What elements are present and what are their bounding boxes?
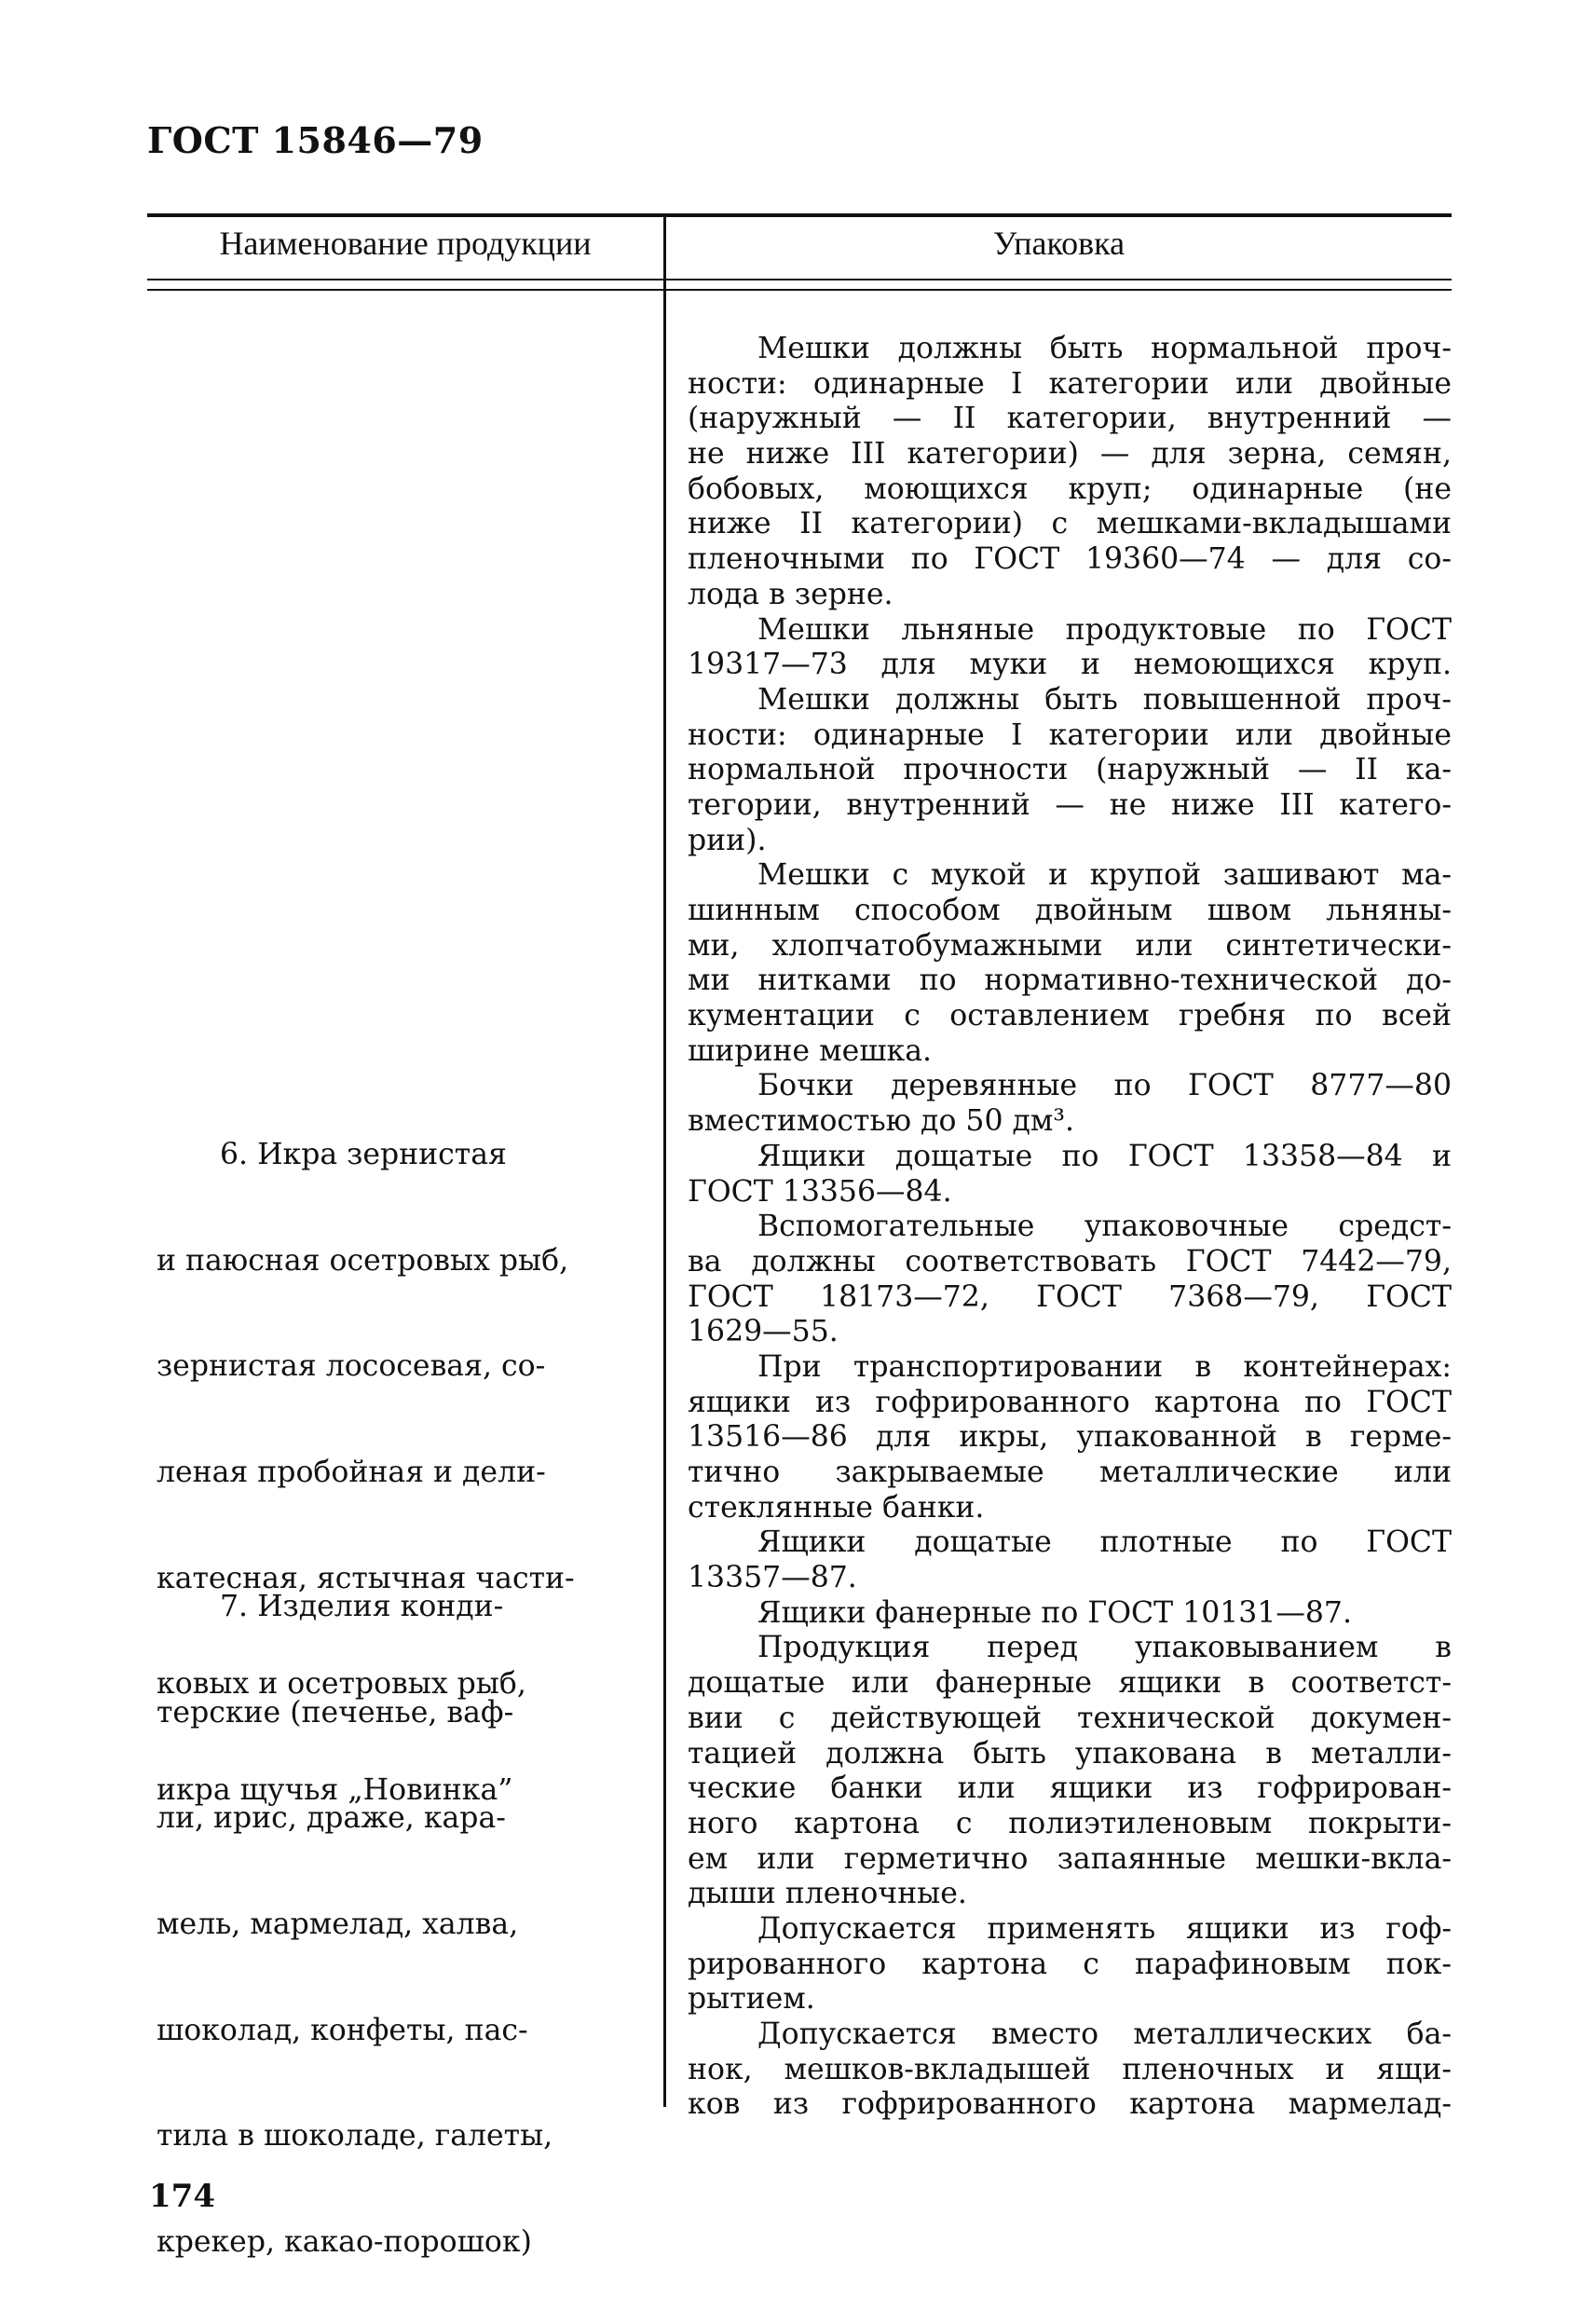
product-line: 6. Икра зернистая	[220, 1138, 507, 1171]
packaging-line: Бочки деревянные по ГОСТ 8777—80	[757, 1069, 1452, 1103]
packaging-line: рии).	[688, 823, 767, 857]
packaging-line: ности: одинарные I категории или двойные	[688, 366, 1452, 401]
packaging-line: тацией должна быть упакована в металли-	[688, 1736, 1452, 1771]
packaging-line: пленочными по ГОСТ 19360—74 — для со-	[688, 542, 1452, 577]
packaging-line: При транспортировании в контейнерах:	[757, 1349, 1452, 1384]
packaging-line: ков из гофрированного картона мармелад-	[688, 2087, 1452, 2122]
product-line: терские (печенье, ваф-	[157, 1695, 514, 1730]
product-line: 7. Изделия конди-	[220, 1590, 504, 1623]
packaging-line: ми нитками по нормативно-технической до-	[688, 964, 1452, 998]
header-bottom-rule-2	[147, 289, 1452, 291]
product-line: икра щучья „Новинка”	[157, 1773, 513, 1808]
packaging-line: рированного картона с парафиновым пок-	[688, 1947, 1452, 1981]
packaging-line: ности: одинарные I категории или двойные	[688, 718, 1452, 752]
packaging-line: ниже II категории) с мешками-вкладышами	[688, 507, 1452, 541]
packaging-line: рытием.	[688, 1982, 815, 2017]
document-code: ГОСТ 15846—79	[147, 119, 484, 161]
packaging-line: тегории, внутренний — не ниже III катего-	[688, 787, 1452, 822]
packaging-line: Мешки льняные продуктовые по ГОСТ	[757, 612, 1452, 647]
column-divider	[663, 215, 666, 2107]
header-bottom-rule-1	[147, 279, 1452, 280]
packaging-line: дощатые или фанерные ящики в соответст-	[688, 1666, 1452, 1701]
product-line: шоколад, конфеты, пас-	[157, 2013, 528, 2047]
product-line: и паюсная осетровых рыб,	[157, 1243, 569, 1278]
packaging-line: (наружный — II категории, внутренний —	[688, 402, 1452, 436]
page-number: 174	[149, 2178, 215, 2215]
column-header-packaging: Упаковка	[992, 225, 1125, 262]
packaging-line: нормальной прочности (наружный — II ка-	[688, 753, 1452, 787]
product-line: зернистая лососевая, со-	[157, 1349, 546, 1384]
packaging-line: 19317—73 для муки и немоющихся круп.	[688, 648, 1452, 682]
product-line: леная пробойная и дели-	[157, 1456, 546, 1490]
packaging-line: шинным способом двойным швом льняны-	[688, 894, 1452, 927]
packaging-line: Мешки должны быть нормальной проч-	[757, 332, 1452, 365]
packaging-line: тично закрываемые металлические или	[688, 1456, 1452, 1489]
product-line: мель, мармелад, халва,	[157, 1908, 519, 1942]
packaging-line: ящики из гофрированного картона по ГОСТ	[688, 1385, 1452, 1419]
packaging-line: Допускается применять ящики из гоф-	[757, 1911, 1452, 1946]
packaging-line: Продукция перед упаковыванием в	[757, 1631, 1452, 1665]
packaging-line: вместимостью до 50 дм³.	[688, 1104, 1075, 1139]
packaging-line: Ящики дощатые плотные по ГОСТ	[757, 1525, 1452, 1560]
packaging-line: 13357—87.	[688, 1561, 857, 1595]
packaging-line: дыши пленочные.	[688, 1877, 967, 1911]
packaging-line: Ящики дощатые по ГОСТ 13358—84 и	[757, 1139, 1452, 1173]
packaging-line: ГОСТ 18173—72, ГОСТ 7368—79, ГОСТ	[688, 1279, 1452, 1314]
packaging-line: 1629—55.	[688, 1315, 839, 1349]
packaging-line: не ниже III категории) — для зерна, семян,	[688, 437, 1452, 472]
packaging-line: лода в зерне.	[688, 577, 893, 611]
product-line: ковых и осетровых рыб,	[157, 1667, 526, 1702]
product-line: ли, ирис, драже, кара-	[157, 1801, 506, 1836]
packaging-line: ческие банки или ящики из гофрирован-	[688, 1771, 1452, 1806]
packaging-line: бобовых, моющихся круп; одинарные (не	[688, 472, 1452, 506]
packaging-line: Мешки должны быть повышенной проч-	[757, 682, 1452, 717]
product-line: катесная, ястычная части-	[157, 1561, 575, 1595]
packaging-line: Мешки с мукой и крупой зашивают ма-	[757, 858, 1452, 893]
column-header-product: Наименование продукции	[219, 225, 592, 262]
packaging-line: стеклянные банки.	[688, 1490, 985, 1525]
packaging-line: ми, хлопчатобумажными или синтетически-	[688, 928, 1452, 963]
product-line: крекер, какао-порошок)	[157, 2225, 532, 2260]
packaging-line: кументации с оставлением гребня по всей	[688, 999, 1452, 1033]
packaging-line: ного картона с полиэтиленовым покрыти-	[688, 1806, 1452, 1840]
packaging-line: вии с действующей технической докумен-	[688, 1701, 1452, 1735]
packaging-line: 13516—86 для икры, упакованной в герме-	[688, 1420, 1452, 1455]
packaging-line: ем или герметично запаянные мешки-вкла-	[688, 1841, 1452, 1876]
product-line: тила в шоколаде, галеты,	[157, 2119, 553, 2154]
packaging-line: ширине мешка.	[688, 1033, 932, 1068]
packaging-line: нок, мешков-вкладышей пленочных и ящи-	[688, 2052, 1452, 2086]
packaging-column	[688, 332, 1452, 2123]
product-item-7	[157, 1519, 585, 2296]
packaging-line: Допускается вместо металлических ба-	[757, 2017, 1452, 2051]
table-top-rule	[147, 213, 1452, 217]
packaging-line: Вспомогательные упаковочные средст-	[757, 1210, 1452, 1244]
packaging-line: ва должны соответствовать ГОСТ 7442—79,	[688, 1244, 1452, 1279]
packaging-line: Ящики фанерные по ГОСТ 10131—87.	[757, 1595, 1352, 1630]
packaging-line: ГОСТ 13356—84.	[688, 1174, 952, 1209]
